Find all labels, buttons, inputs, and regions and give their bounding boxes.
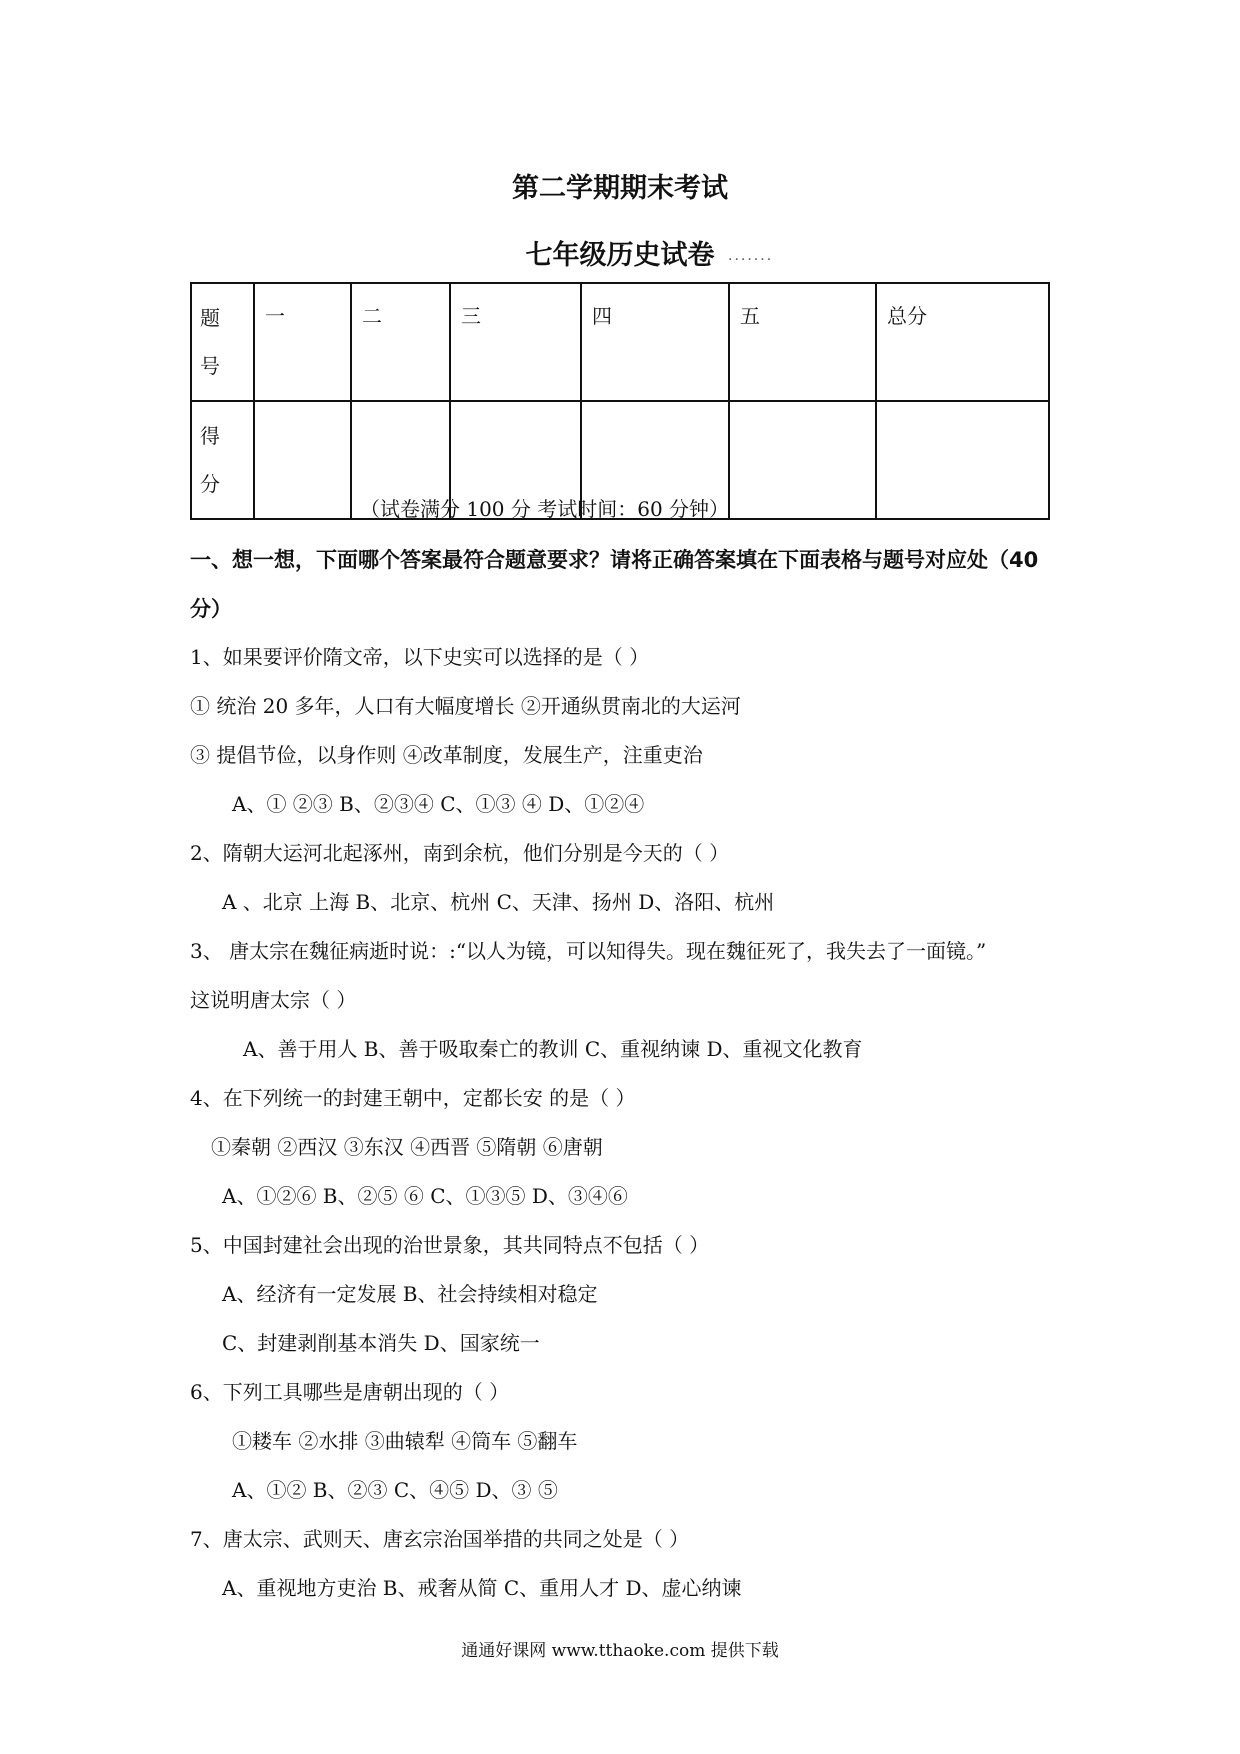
col-head: 三	[450, 283, 581, 401]
question-5: 5、中国封建社会出现的治世景象，其共同特点不包括（ ）	[190, 1233, 710, 1257]
col-head: 五	[729, 283, 876, 401]
exam-title: 第二学期期末考试	[512, 173, 728, 204]
question-1: 1、如果要评价隋文帝，以下史实可以选择的是（ ）	[190, 645, 650, 669]
score-cell[interactable]	[254, 401, 351, 519]
question-5-options-cd: C、封建剥削基本消失 D、国家统一	[222, 1331, 540, 1355]
section1-heading-line2: 分）	[190, 597, 232, 621]
question-3-cont: 这说明唐太宗（ ）	[190, 988, 357, 1012]
footer-credit: 通通好课网 www.tthaoke.com 提供下载	[461, 1641, 779, 1661]
question-4: 4、在下列统一的封建王朝中，定都长安 的是（ ）	[190, 1086, 636, 1110]
question-1-fact-a: ① 统治 20 多年，人口有大幅度增长 ②开通纵贯南北的大运河	[190, 694, 741, 718]
question-3-options: A、善于用人 B、善于吸取秦亡的教训 C、重视纳谏 D、重视文化教育	[243, 1037, 863, 1061]
question-4-options: A、①②⑥ B、②⑤ ⑥ C、①③⑤ D、③④⑥	[222, 1184, 628, 1208]
score-table-row-number	[191, 283, 1049, 401]
question-7: 7、唐太宗、武则天、唐玄宗治国举措的共同之处是（ ）	[190, 1527, 690, 1551]
score-cell[interactable]	[876, 401, 1049, 519]
question-1-options: A、① ②③ B、②③④ C、①③ ④ D、①②④	[232, 792, 645, 816]
col-head: 二	[351, 283, 450, 401]
score-cell[interactable]	[729, 401, 876, 519]
row-head-score	[191, 401, 254, 519]
subtitle-dots: ·······	[728, 252, 774, 268]
question-2: 2、隋朝大运河北起涿州，南到余杭，他们分别是今天的（ ）	[190, 841, 730, 865]
question-4-list: ①秦朝 ②西汉 ③东汉 ④西晋 ⑤隋朝 ⑥唐朝	[211, 1135, 603, 1159]
exam-info: （试卷满分 100 分 考试时间：60 分钟）	[360, 497, 730, 521]
row-head-char: 号	[200, 354, 220, 378]
section1-heading-line1: 一、想一想，下面哪个答案最符合题意要求？请将正确答案填在下面表格与题号对应处（40	[190, 548, 1039, 572]
row-head-char: 得	[200, 424, 220, 448]
question-2-options: A 、北京 上海 B、北京、杭州 C、天津、扬州 D、洛阳、杭州	[222, 890, 775, 914]
col-head: 一	[254, 283, 351, 401]
question-5-options-ab: A、经济有一定发展 B、社会持续相对稳定	[222, 1282, 598, 1306]
question-6: 6、下列工具哪些是唐朝出现的（ ）	[190, 1380, 510, 1404]
col-head: 总分	[876, 283, 1049, 401]
exam-subtitle: 七年级历史试卷	[525, 240, 715, 271]
row-head-char: 分	[200, 472, 220, 496]
question-3: 3、 唐太宗在魏征病逝时说：:“以人为镜，可以知得失。现在魏征死了，我失去了一面镜。”	[190, 939, 987, 963]
col-head: 四	[581, 283, 729, 401]
question-6-list: ①耧车 ②水排 ③曲辕犁 ④筒车 ⑤翻车	[232, 1429, 578, 1453]
question-6-options: A、①② B、②③ C、④⑤ D、③ ⑤	[232, 1478, 558, 1502]
row-head-char: 题	[200, 306, 220, 330]
question-1-fact-b: ③ 提倡节俭，以身作则 ④改革制度，发展生产，注重吏治	[190, 743, 703, 767]
question-7-options: A、重视地方吏治 B、戒奢从简 C、重用人才 D、虚心纳谏	[222, 1576, 742, 1600]
row-head-number	[191, 283, 254, 401]
score-table	[190, 282, 1050, 520]
